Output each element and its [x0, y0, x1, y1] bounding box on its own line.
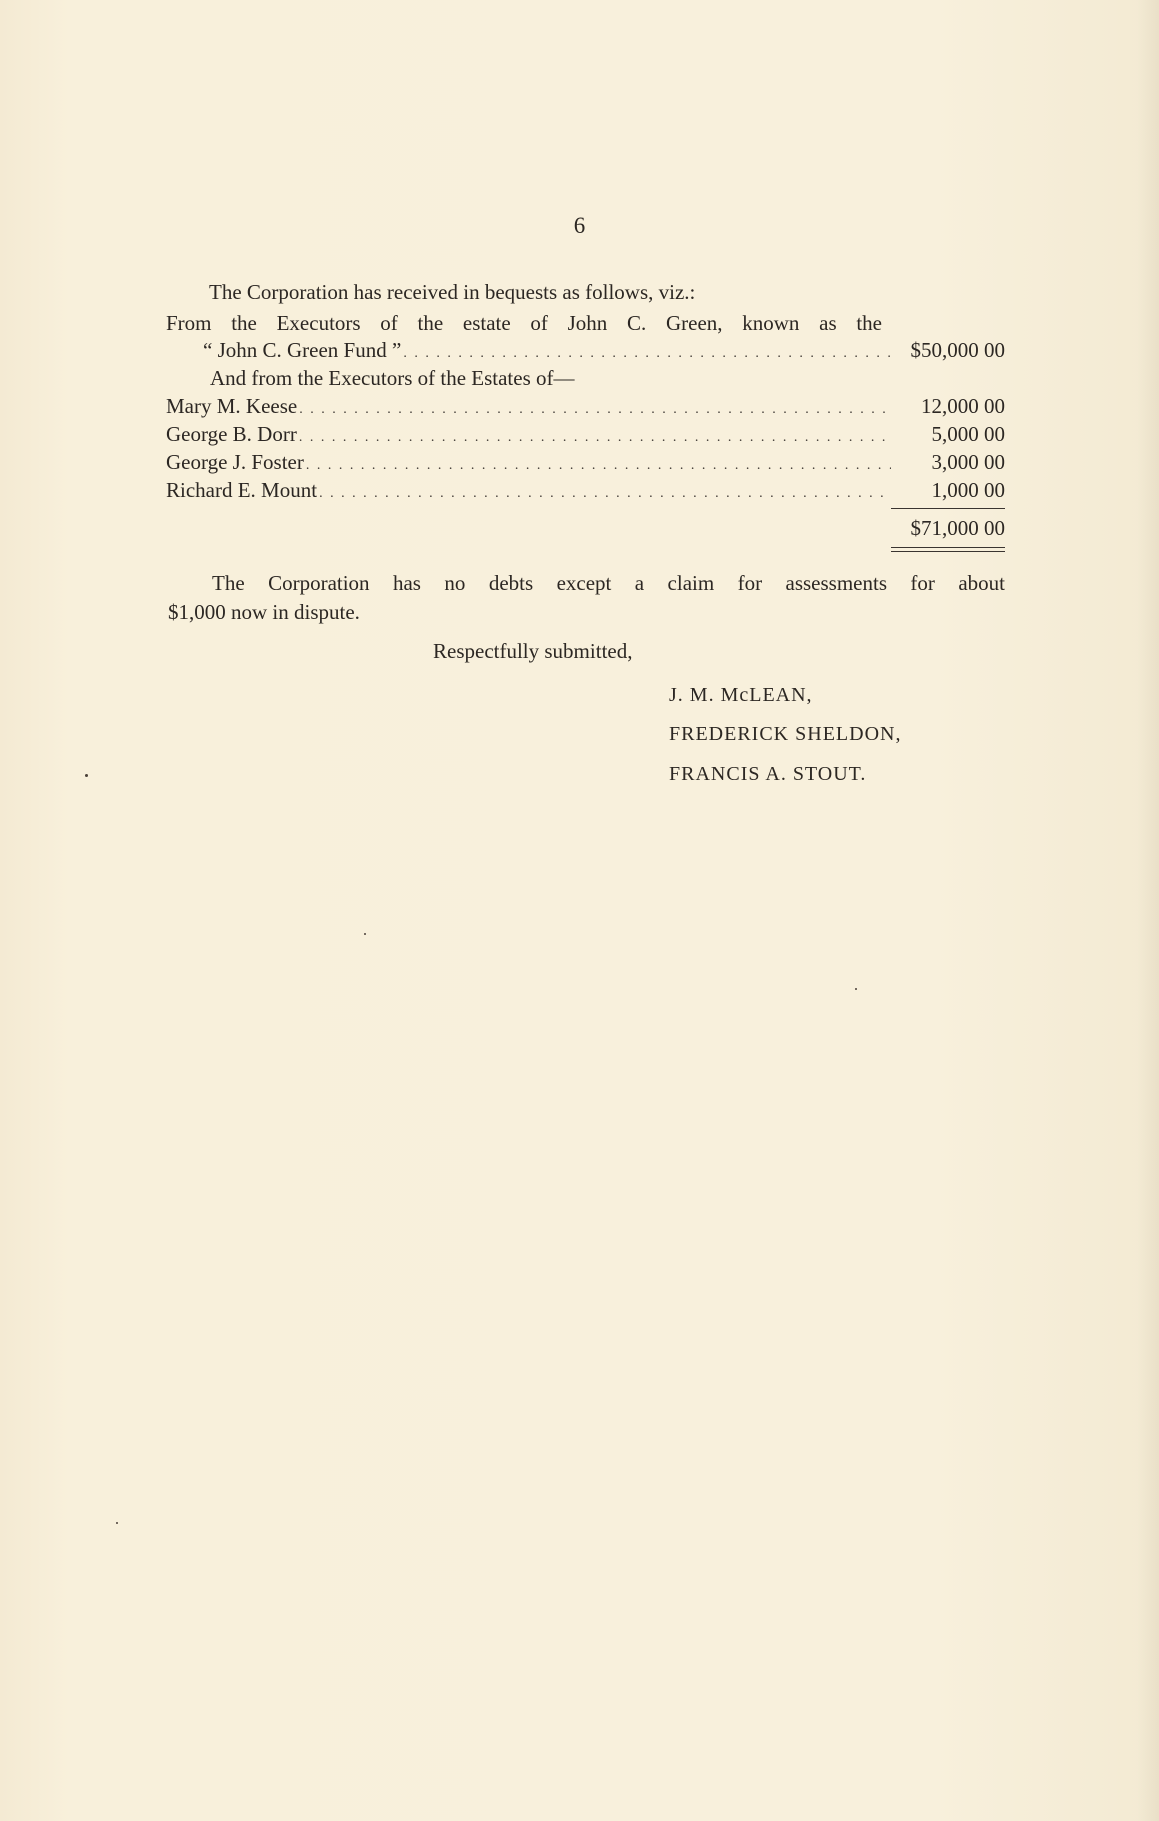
dot-leader: [319, 476, 891, 508]
estate-amount: 3,000 00: [931, 450, 1005, 474]
signer-name: FREDERICK SHELDON,: [669, 723, 902, 745]
total-double-rule: [891, 547, 1005, 552]
green-estate-line: From the Executors of the estate of John C. Green, known as the: [166, 311, 882, 335]
estate-amount: 12,000 00: [921, 394, 1005, 418]
bequests-total: $71,000 00: [910, 516, 1005, 540]
paper-speck: [116, 1522, 118, 1524]
green-fund-name: “ John C. Green Fund ”: [203, 338, 402, 362]
sum-rule: [891, 508, 1005, 509]
estate-name: Richard E. Mount: [166, 478, 318, 502]
debts-statement-line2: $1,000 now in dispute.: [168, 600, 360, 624]
estates-intro: And from the Executors of the Estates of—: [210, 366, 575, 390]
bequests-intro: The Corporation has received in bequests as follows, viz.:: [209, 280, 696, 304]
estate-name: Mary M. Keese: [166, 394, 298, 418]
paper-speck: [85, 774, 88, 777]
estate-amount: 5,000 00: [931, 422, 1005, 446]
signer-name: J. M. McLEAN,: [669, 684, 813, 706]
estate-amount: 1,000 00: [931, 478, 1005, 502]
page-edge-shadow: [1137, 0, 1159, 1821]
estate-name: George B. Dorr: [166, 422, 297, 446]
paper-speck: [364, 933, 366, 935]
green-fund-amount: $50,000 00: [910, 338, 1005, 362]
page-number: 6: [573, 213, 586, 238]
closing-salutation: Respectfully submitted,: [433, 639, 633, 663]
paper-speck: [855, 988, 857, 990]
estate-name: George J. Foster: [166, 450, 304, 474]
debts-statement-line1: The Corporation has no debts except a claim for assessments for about: [212, 571, 1005, 595]
signer-name: FRANCIS A. STOUT.: [669, 763, 867, 785]
estate-entry: [166, 476, 1005, 508]
